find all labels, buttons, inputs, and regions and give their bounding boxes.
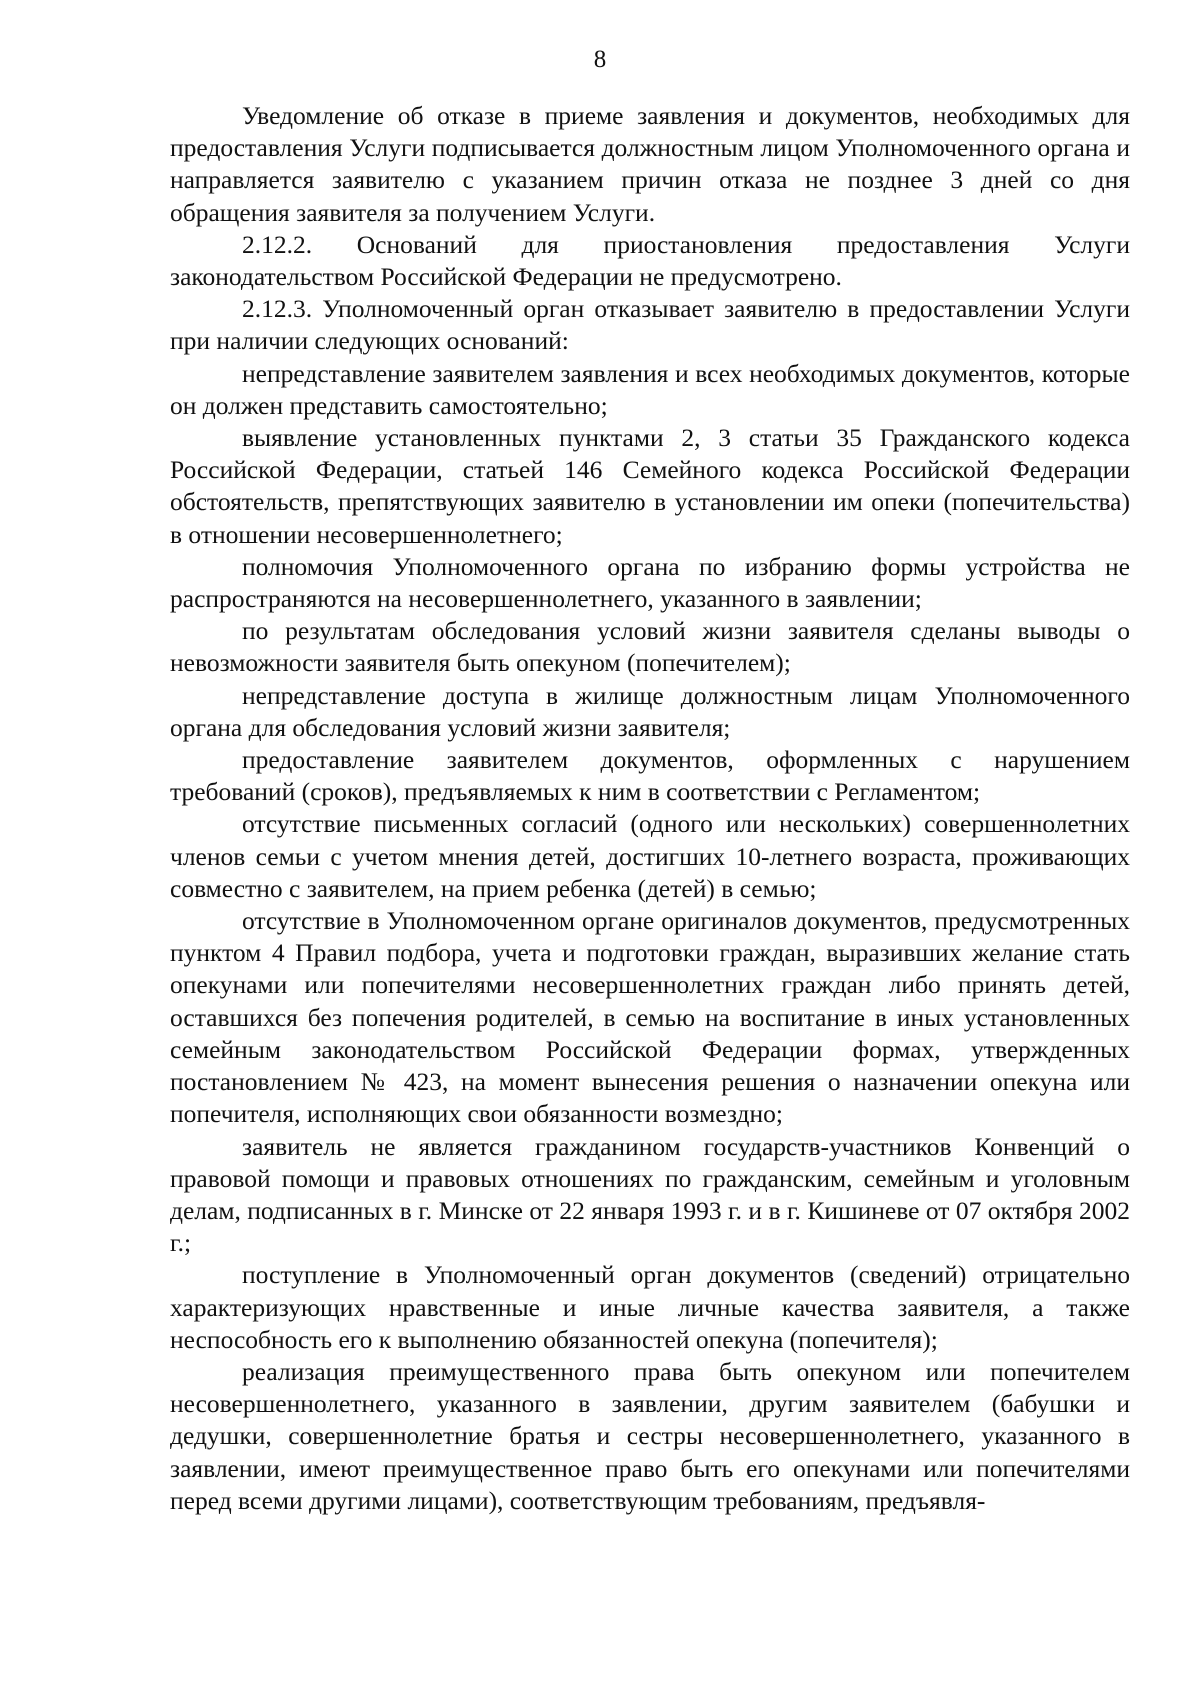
list-item-ground-11: реализация преимущественного права быть опекуном или попечителем несовершеннолетнего, указанного в заявлении, другим заявителем (бабушки и дедушки, совершеннолетние братья и сестры несовершеннолетнего, указанного в заявлении, имеют преимущественное право быть его опекунами или попечителями перед всеми другими лицами), соответствующим требованиям, предъявля- (170, 1356, 1130, 1515)
list-item-ground-3: полномочия Уполномоченного органа по избранию формы устройства не распространяются на несовершеннолетнего, указанного в заявлении; (170, 551, 1130, 614)
list-item-ground-9: заявитель не является гражданином государств-участников Конвенций о правовой помощи и правовых отношениях по гражданским, семейным и уголовным делам, подписанных в г. Минске от 22 января 1993 г. и в г. Кишиневе от 07 октября 2002 г.; (170, 1131, 1130, 1258)
page-body (170, 100, 1130, 1517)
list-item-ground-7: отсутствие письменных согласий (одного или нескольких) совершеннолетних членов семьи с учетом мнения детей, достигших 10-летнего возраста, проживающих совместно с заявителем, на прием ребенка (детей) в семью; (170, 809, 1130, 903)
list-item-ground-10: поступление в Уполномоченный орган документов (сведений) отрицательно характеризующих нравственные и иные личные качества заявителя, а также неспособность его к выполнению обязанностей опекуна (попечителя); (170, 1260, 1130, 1354)
page-number: 8 (593, 46, 607, 73)
list-item-ground-5: непредставление доступа в жилище должностным лицам Уполномоченного органа для обследования условий жизни заявителя; (170, 680, 1130, 742)
paragraph-refusal-notice: Уведомление об отказе в приеме заявления и документов, необходимых для предоставления Услуги подписывается должностным лицом Уполномоченного органа и направляется заявителю с указанием причин отказа не позднее 3 дней со дня обращения заявителя за получением Услуги. (170, 101, 1130, 227)
list-item-ground-8: отсутствие в Уполномоченном органе оригиналов документов, предусмотренных пунктом 4 Правил подбора, учета и подготовки граждан, выразивших желание стать опекунами или попечителями несовершеннолетних граждан либо принять детей, оставшихся без попечения родителей, в семью на воспитание в иных установленных семейным законодательством Российской Федерации формах, утвержденных постановлением № 423, на момент вынесения решения о назначении опекуна или попечителя, исполняющих свои обязанности возмездно; (170, 906, 1130, 1129)
list-item-ground-1: непредставление заявителем заявления и всех необходимых документов, которые он должен представить самостоятельно; (170, 358, 1130, 420)
list-item-ground-2: выявление установленных пунктами 2, 3 статьи 35 Гражданского кодекса Российской Федерации, статьей 146 Семейного кодекса Российской Федерации обстоятельств, препятствующих заявителю в установлении им опеки (попечительства) в отношении несовершеннолетнего; (170, 423, 1130, 549)
paragraph-2-12-2: 2.12.2. Оснований для приостановления предоставления Услуги законодательством Российской Федерации не предусмотрено. (170, 229, 1130, 292)
paragraph-2-12-3: 2.12.3. Уполномоченный орган отказывает заявителю в предоставлении Услуги при наличии следующих оснований: (170, 294, 1130, 356)
list-item-ground-6: предоставление заявителем документов, оформленных с нарушением требований (сроков), предъявляемых к ним в соответствии с Регламентом; (170, 745, 1130, 807)
list-item-ground-4: по результатам обследования условий жизни заявителя сделаны выводы о невозможности заявителя быть опекуном (попечителем); (170, 616, 1130, 678)
